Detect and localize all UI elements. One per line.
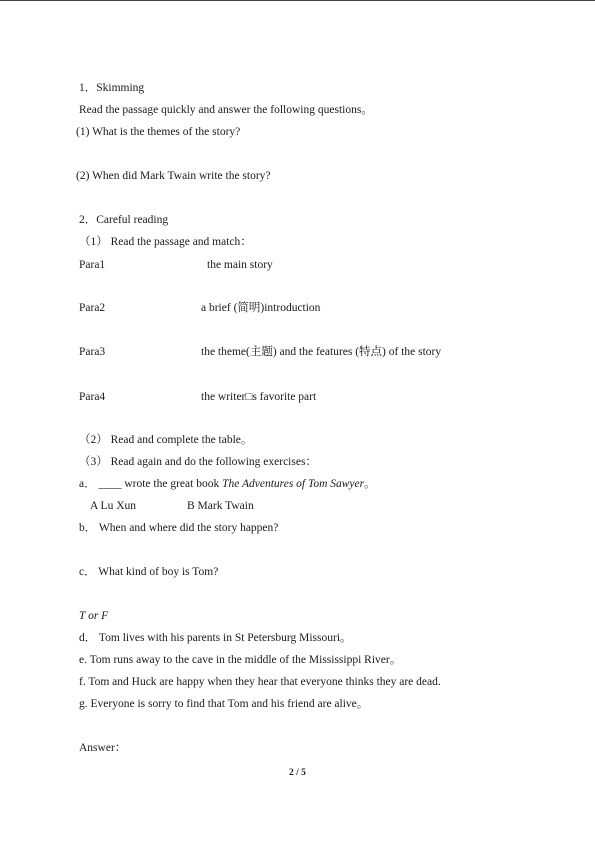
option-a: A Lu Xun <box>90 500 136 512</box>
match-left-3: Para3 <box>79 346 106 358</box>
match-left-2: Para2 <box>79 302 106 314</box>
exercise-b: b． When and where did the story happen? <box>79 522 279 534</box>
match-right-3: the theme(主题) and the features (特点) of the story <box>201 346 442 358</box>
question-1: (1) What is the themes of the story? <box>76 126 241 138</box>
header-rule <box>0 0 595 1</box>
page-number: 2 / 5 <box>289 768 306 778</box>
subtask-1: （1） Read the passage and match： <box>79 236 252 248</box>
statement-e: e. Tom runs away to the cave in the middle of the Mississippi River。 <box>79 654 402 666</box>
statement-g: g. Everyone is sorry to find that Tom and his friend are alive。 <box>79 698 369 710</box>
match-right-2: a brief (简明)introduction <box>201 302 321 314</box>
book-title: The Adventures of Tom Sawyer <box>222 478 365 490</box>
section1-title: 1．Skimming <box>79 82 145 94</box>
true-false-title: T or F <box>79 610 109 622</box>
exercise-c: c． What kind of boy is Tom? <box>79 566 219 578</box>
question-2: (2) When did Mark Twain write the story? <box>76 170 271 182</box>
answer-label: Answer： <box>79 742 127 754</box>
subtask-2: （2） Read and complete the table。 <box>79 434 253 446</box>
exercise-a-prefix: a． ____ wrote the great book <box>79 478 223 490</box>
match-right-1: the main story <box>207 259 273 271</box>
match-left-1: Para1 <box>79 259 106 271</box>
section2-title: 2．Careful reading <box>79 214 169 226</box>
section1-instruction: Read the passage quickly and answer the following questions。 <box>79 104 373 116</box>
match-left-4: Para4 <box>79 391 106 403</box>
statement-d: d． Tom lives with his parents in St Petersburg Missouri。 <box>79 632 352 644</box>
subtask-3: （3） Read again and do the following exercises： <box>79 456 317 468</box>
statement-f: f. Tom and Huck are happy when they hear that everyone thinks they are dead. <box>79 676 441 688</box>
match-right-4: the writer□s favorite part <box>201 391 317 403</box>
exercise-a-suffix: 。 <box>364 478 376 490</box>
exercise-a <box>79 477 376 491</box>
option-b: B Mark Twain <box>187 500 254 512</box>
